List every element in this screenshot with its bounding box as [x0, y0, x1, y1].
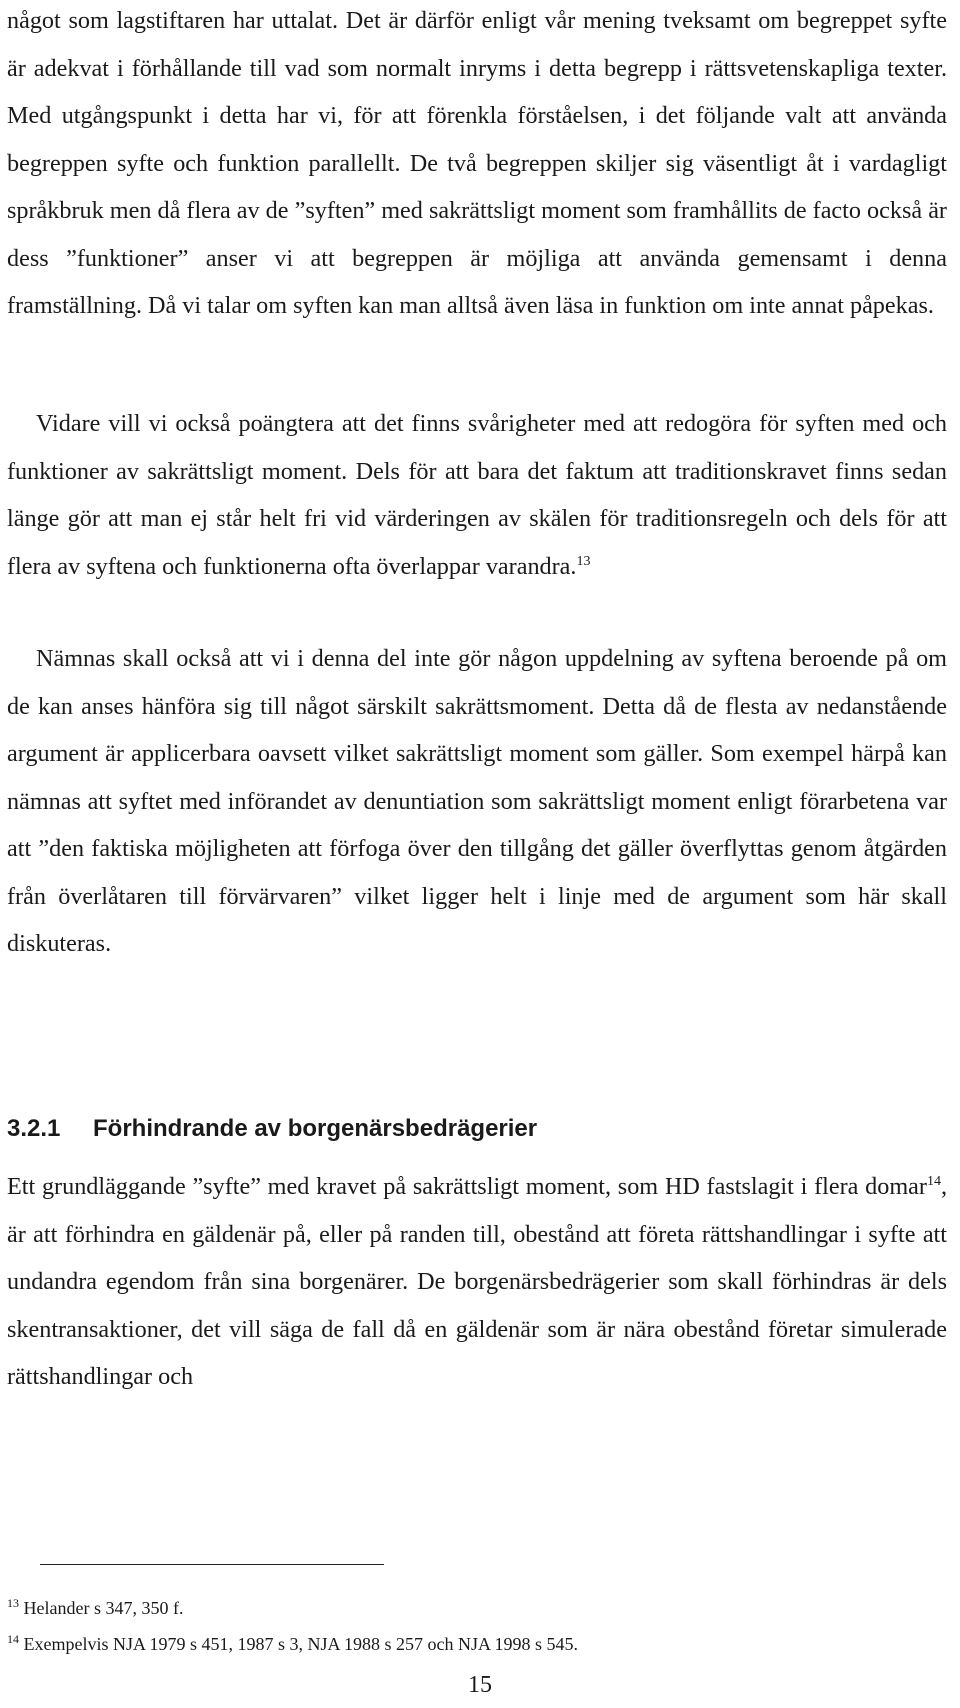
footnote-number: 14 — [7, 1632, 19, 1646]
paragraph-text: Vidare vill vi också poängtera att det finns svårigheter med att redogöra för syften med och funktioner av sakrättsligt moment. Dels för att bara det faktum att traditionskravet finns sedan länge gör att man ej står helt fri vid värderingen av skälen för traditionsregeln och dels för att flera av syftena och funktionerna ofta överlappar varandra. — [7, 410, 947, 580]
section-paragraph — [7, 1163, 947, 1401]
footnote-reference[interactable]: 14 — [926, 1173, 941, 1189]
body-paragraph — [7, 400, 947, 590]
section-title: Förhindrande av borgenärsbedrägerier — [93, 1115, 538, 1142]
footnote-number: 13 — [7, 1596, 19, 1610]
footnote-divider — [40, 1564, 384, 1565]
paragraph-text: Ett grundläggande ”syfte” med kravet på sakrättsligt moment, som HD fastslagit i flera domar — [7, 1173, 927, 1200]
footnote-text: Exempelvis NJA 1979 s 451, 1987 s 3, NJA 1988 s 257 och NJA 1998 s 545. — [23, 1634, 579, 1654]
footnote-text: Helander s 347, 350 f. — [23, 1598, 184, 1618]
footnote — [7, 1596, 183, 1620]
section-number: 3.2.1 — [7, 1115, 61, 1142]
body-paragraph: Nämnas skall också att vi i denna del inte gör någon uppdelning av syftena beroende på om de kan anses hänföra sig till något särskilt sakrättsmoment. Detta då de flesta av nedanstående argument är applicerbara oavsett vilket sakrättsligt moment som gäller. Som exempel härpå kan nämnas att syftet med införandet av denuntiation som sakrättsligt moment enligt förarbetena var att ”den faktiska möjligheten att förfoga över den tillgång det gäller överflyttas genom åtgärden från överlåtaren till förvärvaren” vilket ligger helt i linje med de argument som här skall diskuteras. — [7, 645, 947, 957]
footnote-reference[interactable]: 13 — [576, 553, 591, 569]
body-paragraph: något som lagstiftaren har uttalat. Det är därför enligt vår mening tveksamt om begreppet syfte är adekvat i förhållande till vad som normalt inryms i detta begrepp i rättsvetenskapliga texter. Med utgångspunkt i detta har vi, för att förenkla förståelsen, i det följande valt att använda begreppen syfte och funktion parallellt. De två begreppen skiljer sig väsentligt åt i vardagligt språkbruk men då flera av de ”syften” med sakrättsligt moment som framhållits de facto också är dess ”funktioner” anser vi att begreppen är möjliga att använda gemensamt i denna framställning. Då vi talar om syften kan man alltså även läsa in funktion om inte annat påpekas. — [7, 7, 947, 319]
section-heading — [7, 1111, 537, 1147]
footnote — [7, 1632, 578, 1656]
paragraph-text: , är att förhindra en gäldenär på, eller på randen till, obestånd att företa rättshandlingar i syfte att undandra egendom från sina borgenärer. De borgenärsbedrägerier som skall förhindras är dels skentransaktioner, det vill säga de fall då en gäldenär som är nära obestånd företar simulerade rättshandlingar och — [7, 1173, 947, 1390]
page-number: 15 — [468, 1672, 492, 1698]
